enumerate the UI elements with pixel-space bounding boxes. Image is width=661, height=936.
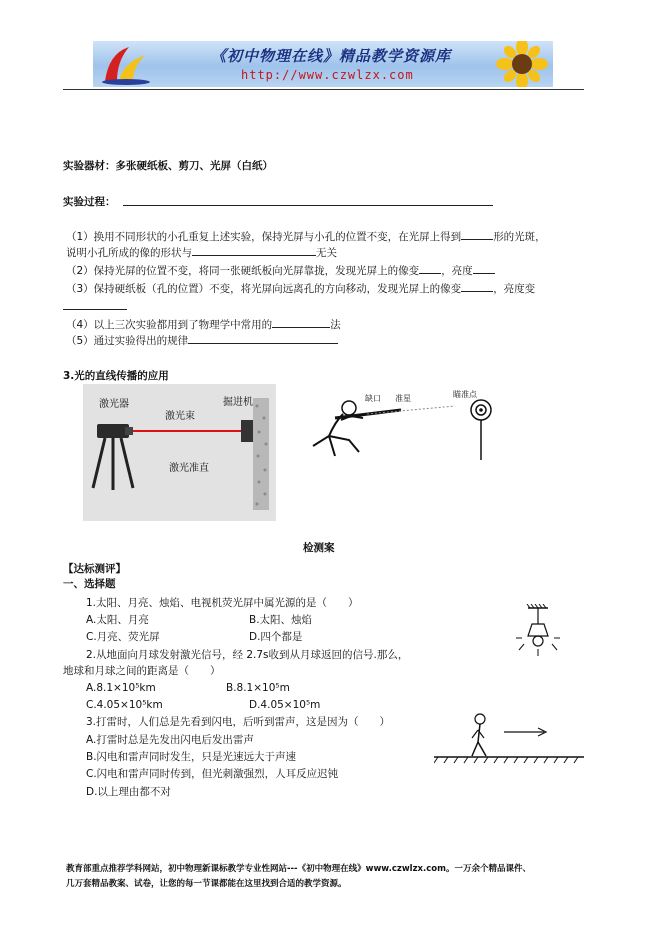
step-4: （4）以上三次实验都用到了物理学中常用的 法: [66, 319, 341, 331]
q1-option-a[interactable]: A.太阳、月亮: [86, 614, 149, 626]
header-banner: [93, 41, 553, 87]
blank-brightness-3[interactable]: [63, 309, 127, 310]
label-sight: 准星: [395, 394, 411, 403]
walking-person-icon: [434, 712, 584, 764]
step-2: （2）保持光屏的位置不变，将同一张硬纸板向光屏靠拢，发现光屏上的像变 ，亮度: [66, 263, 495, 278]
label-beam: 激光束: [165, 411, 195, 422]
q3-option-b[interactable]: B.闪电和雷声同时发生，只是光速远大于声速: [86, 751, 297, 763]
part-one-heading: 一、选择题: [63, 578, 116, 590]
q3-option-c[interactable]: C.闪电和雷声同时传到，但光刺激强烈，人耳反应迟钝: [86, 768, 339, 780]
banner-url[interactable]: http://www.czwlzx.com: [241, 68, 414, 82]
q2-option-a[interactable]: A.8.1×10⁵km: [86, 682, 156, 694]
hanging-lamp-icon: [516, 604, 562, 658]
step-1b: 说明小孔所成的像的形状与 无关: [66, 247, 337, 259]
q2-option-b[interactable]: B.8.1×10⁵m: [226, 682, 290, 694]
blank-shape[interactable]: [461, 229, 493, 240]
test-subtitle: 【达标测评】: [63, 563, 126, 575]
q2-stem-line1: 2.从地面向月球发射激光信号，经 2.7s收到从月球返回的信号.那么，: [86, 649, 409, 661]
blank-unrelated[interactable]: [192, 245, 316, 256]
step-5: （5）通过实验得出的规律: [66, 333, 338, 348]
q2-option-c[interactable]: C.4.05×10⁵km: [86, 699, 163, 711]
footer-line-2: 几万套精品教案、试卷，让您的每一节课都能在这里找到合适的教学资源。: [66, 879, 347, 889]
label-machine: 掘进机: [223, 397, 253, 408]
aiming-figure: [305, 392, 495, 462]
section3-title: 3.光的直线传播的应用: [63, 370, 169, 382]
footer-line-1: 教育部重点推荐学科网站，初中物理新课标教学专业性网站---《初中物理在线》www.czwlzx.com。一万余个精品课件、: [66, 864, 531, 874]
blank-image-3[interactable]: [461, 281, 493, 292]
q3-option-d[interactable]: D.以上理由都不对: [86, 786, 171, 798]
q2-option-d[interactable]: D.4.05×10⁵m: [249, 699, 321, 711]
step-3: （3）保持硬纸板（孔的位置）不变，将光屏向远离孔的方向移动，发现光屏上的像变 ，亮度变: [66, 283, 536, 295]
equipment-line: 实验器材：多张硬纸板、剪刀、光屏（白纸）: [63, 160, 273, 172]
banner-title: 《初中物理在线》精品教学资源库: [211, 47, 452, 65]
blank-brightness-2[interactable]: [473, 263, 495, 274]
label-caption: 激光准直: [169, 463, 209, 474]
q1-option-c[interactable]: C.月亮、荧光屏: [86, 631, 160, 643]
label-notch: 缺口: [365, 394, 381, 403]
label-laser: 激光器: [99, 399, 129, 410]
blank-image-2[interactable]: [419, 263, 441, 274]
process-blank[interactable]: [123, 205, 493, 206]
q3-stem: 3.打雷时，人们总是先看到闪电，后听到雷声，这是因为（ ）: [86, 716, 391, 728]
logo-icon: [99, 43, 153, 85]
process-label: 实验过程：: [63, 196, 116, 208]
q2-stem-line2: 地球和月球之间的距离是（ ）: [63, 665, 221, 677]
q1-option-b[interactable]: B.太阳、烛焰: [249, 614, 313, 626]
test-title: 检测案: [303, 542, 335, 554]
label-target: 瞄准点: [453, 390, 477, 399]
blank-rule[interactable]: [188, 333, 338, 344]
blank-method[interactable]: [272, 317, 330, 328]
q1-option-d[interactable]: D.四个都是: [249, 631, 303, 643]
header-divider: [63, 89, 584, 90]
laser-alignment-figure: [83, 384, 276, 521]
step-1a: （1）换用不同形状的小孔重复上述实验，保持光屏与小孔的位置不变，在光屏上得到 形的光斑，: [66, 231, 546, 243]
q1-stem: 1.太阳、月亮、烛焰、电视机荧光屏中属光源的是（ ）: [86, 597, 359, 609]
sunflower-icon: [491, 41, 553, 87]
q3-option-a[interactable]: A.打雷时总是先发出闪电后发出雷声: [86, 734, 254, 746]
